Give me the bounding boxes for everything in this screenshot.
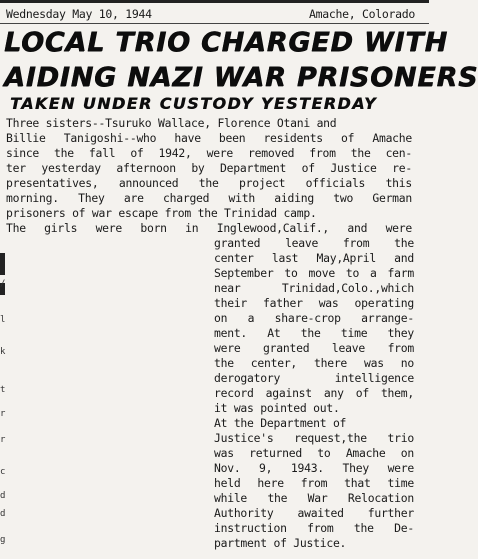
article-line: their father was operating [214, 296, 414, 310]
article-line: on a share-crop arrange- [214, 311, 414, 325]
article-line: ter yesterday afternoon by Department of Justice re- [6, 161, 412, 175]
article-line: Nov. 9, 1943. They were [214, 461, 414, 475]
article-line: was returned to Amache on [214, 446, 414, 460]
headline-line-2: AIDING NAZI WAR PRISONERS [4, 62, 478, 93]
article-line: were granted leave from [214, 341, 414, 355]
article-line: Billie Tanigoshi--who have been residents of Amache [6, 131, 412, 145]
adjacent-column-bar [0, 253, 5, 275]
article-line: At the Department of [214, 416, 347, 430]
article-line: The girls were born in Inglewood,Calif., and were [6, 221, 412, 235]
article-line: while the War Relocation [214, 491, 414, 505]
article-line: instruction from the De- [214, 521, 414, 535]
subheadline: TAKEN UNDER CUSTODY YESTERDAY [10, 94, 378, 113]
adjacent-column-fragment [0, 235, 10, 555]
adjacent-column-glyph: g [0, 535, 6, 545]
headline-line-1: LOCAL TRIO CHARGED WITH [4, 27, 448, 58]
adjacent-column-glyph: d [0, 509, 6, 519]
adjacent-column-glyph: k [0, 347, 6, 357]
article-line: presentatives, announced the project officials this [6, 176, 412, 190]
adjacent-column-glyph: l [0, 315, 6, 325]
dateline-date: Wednesday May 10, 1944 [6, 7, 152, 21]
article-line: near Trinidad,Colo.,which [214, 281, 414, 295]
adjacent-column-glyph: / [0, 279, 6, 289]
article-line: Justice's request,the trio [214, 431, 414, 445]
article-line: the center, there was no [214, 356, 414, 370]
article-line: Three sisters--Tsuruko Wallace, Florence Otani and [6, 116, 337, 130]
article-line: granted leave from the [214, 236, 414, 250]
adjacent-column-glyph: d [0, 491, 6, 501]
article-line: center last May,April and [214, 251, 414, 265]
adjacent-column-glyph: r [0, 435, 6, 445]
article-line: derogatory intelligence [214, 371, 414, 385]
article-line: Authority awaited further [214, 506, 414, 520]
article-line: held here from that time [214, 476, 414, 490]
article-line: ment. At the time they [214, 326, 414, 340]
top-rule [0, 0, 429, 3]
article-line: it was pointed out. [214, 401, 340, 415]
article-line: record against any of them, [214, 386, 414, 400]
dateline-rule [0, 23, 429, 24]
article-line: morning. They are charged with aiding two German [6, 191, 412, 205]
article-line: partment of Justice. [214, 536, 347, 550]
adjacent-column-glyph: c [0, 467, 6, 477]
article-line: September to move to a farm [214, 266, 414, 280]
article-line: since the fall of 1942, were removed from the cen- [6, 146, 412, 160]
article-line: prisoners of war escape from the Trinidad camp. [6, 206, 317, 220]
adjacent-column-glyph: t [0, 385, 6, 395]
adjacent-column-glyph: r [0, 409, 6, 419]
dateline-place: Amache, Colorado [309, 7, 415, 21]
dateline [0, 6, 429, 22]
